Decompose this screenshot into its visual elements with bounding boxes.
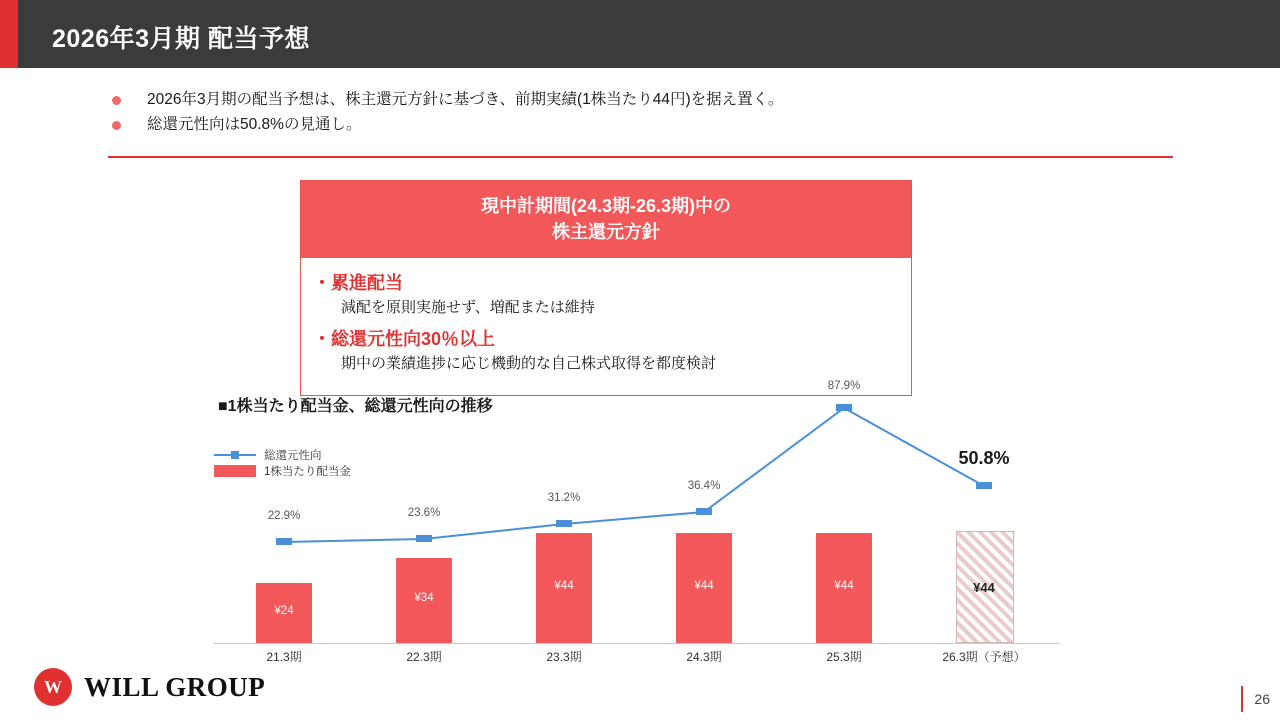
legend-label: 総還元性向 [264, 450, 322, 462]
bar-value-label: ¥44 [834, 580, 854, 592]
bullet-dot-icon [112, 121, 121, 130]
line-value-label: 23.6% [407, 507, 441, 519]
bar-value-label: ¥44 [973, 580, 995, 595]
logo-text: WILL GROUP [84, 671, 266, 702]
bullet-dot-icon [112, 96, 121, 105]
policy-box-body [301, 258, 911, 395]
page-title: 2026年3月期 配当予想 [52, 25, 310, 53]
list-item [112, 115, 1172, 134]
bullet-list [112, 90, 1172, 141]
x-axis-label: 26.3期（予想） [942, 650, 1026, 664]
chart-title: ■1株当たり配当金、総還元性向の推移 [218, 398, 493, 415]
legend-label: 1株当たり配当金 [264, 466, 351, 478]
policy-item-desc: 期中の業績進捗に応じ機動的な自己株式取得を都度検討 [341, 354, 717, 372]
page-number-separator [1241, 686, 1243, 712]
x-axis-label: 22.3期 [406, 650, 442, 664]
line-value-label: 36.4% [687, 480, 721, 492]
bar-value-label: ¥44 [694, 580, 714, 592]
bar-value-label: ¥24 [274, 605, 294, 617]
line-value-label: 22.9% [267, 510, 301, 522]
policy-box-header [301, 181, 911, 258]
x-axis-label: 25.3期 [826, 650, 862, 664]
bar-value-label: ¥34 [414, 592, 434, 604]
x-axis-label: 21.3期 [266, 650, 302, 664]
payout-ratio-line [214, 382, 1060, 644]
policy-item-title: ・累進配当 [313, 273, 403, 294]
line-value-label: 31.2% [547, 492, 581, 504]
slide-header [0, 0, 1280, 68]
shareholder-return-policy-box [300, 180, 912, 396]
section-divider [108, 156, 1173, 158]
line-value-label-highlight: 50.8% [958, 448, 1010, 468]
list-item [112, 90, 1172, 109]
bullet-text: 2026年3月期の配当予想は、株主還元方針に基づき、前期実績(1株当たり44円)を据え置く。 [147, 91, 784, 108]
will-logo-icon [34, 668, 72, 706]
line-value-label: 87.9% [827, 380, 861, 392]
policy-header-line1: 現中計期間(24.3期-26.3期)中の [480, 196, 732, 216]
x-axis-label: 23.3期 [546, 650, 582, 664]
policy-item-desc: 減配を原則実施せず、増配または維持 [341, 299, 595, 317]
policy-item-title: ・総還元性向30％以上 [313, 328, 496, 349]
dividend-payout-chart [214, 380, 1060, 664]
policy-header-line2: 株主還元方針 [552, 222, 660, 243]
bar-value-label: ¥44 [554, 580, 574, 592]
page-number: 26 [1254, 691, 1270, 707]
bullet-text: 総還元性向は50.8%の見通し。 [147, 116, 362, 134]
company-logo [34, 668, 265, 706]
header-accent-bar [0, 0, 18, 68]
x-axis-label: 24.3期 [686, 650, 722, 664]
